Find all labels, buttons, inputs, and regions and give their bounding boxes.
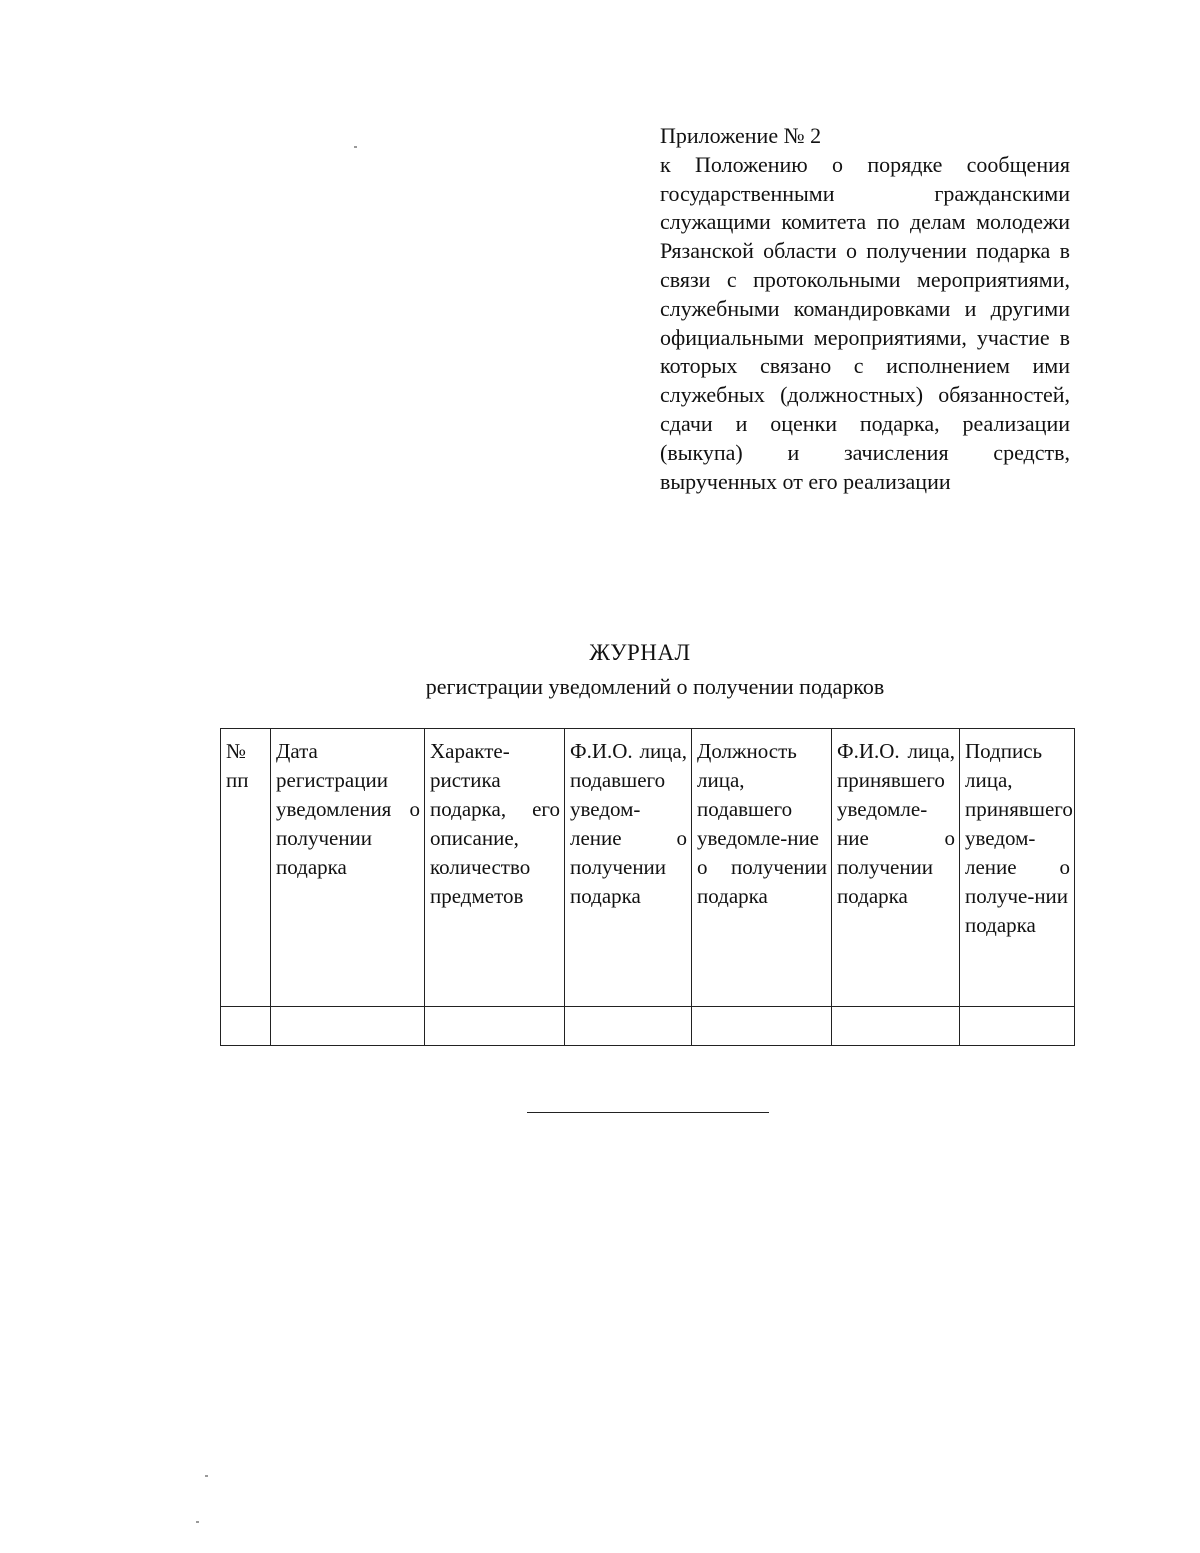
table-cell bbox=[832, 1007, 960, 1046]
appendix-body: к Положению о порядке сообщения государственными гражданскими служащими комитета по делам молодежи Рязанской области о получении подарка в связи с протокольными мероприятиями, служебными командировками и другими официальными мероприятиями, участие в которых связано с исполнением ими служебных (должностных) обязанностей, сдачи и оценки подарка, реализации (выкупа) и зачисления средств, вырученных от его реализации bbox=[660, 151, 1070, 494]
table-header-row bbox=[221, 729, 1075, 1007]
register-table bbox=[220, 728, 1075, 1046]
table-cell bbox=[221, 1007, 271, 1046]
journal-subtitle: регистрации уведомлений о получении подарков bbox=[425, 674, 885, 699]
journal-title: ЖУРНАЛ bbox=[589, 640, 691, 665]
scan-speck bbox=[354, 146, 357, 148]
scan-speck bbox=[205, 1475, 208, 1477]
closing-rule bbox=[527, 1112, 769, 1113]
table-cell bbox=[425, 1007, 565, 1046]
table-cell bbox=[692, 1007, 832, 1046]
table-cell bbox=[271, 1007, 425, 1046]
appendix-title: Приложение № 2 bbox=[660, 123, 822, 148]
column-header-submitter-name: Ф.И.О. лица, подавшего уведом-ление о получении подарка bbox=[565, 729, 692, 1007]
table-row bbox=[221, 1007, 1075, 1046]
column-header-receiver-name: Ф.И.О. лица, принявшего уведомле-ние о получении подарка bbox=[832, 729, 960, 1007]
table-cell bbox=[565, 1007, 692, 1046]
column-header-receiver-signature: Подпись лица, принявшего уведом-ление о получе-нии подарка bbox=[960, 729, 1075, 1007]
scan-speck bbox=[196, 1521, 199, 1523]
table-cell bbox=[960, 1007, 1075, 1046]
appendix-block bbox=[660, 122, 1070, 496]
column-header-gift-description: Характе-ристика подарка, его описание, количество предметов bbox=[425, 729, 565, 1007]
column-header-number: № пп bbox=[221, 729, 271, 1007]
column-header-registration-date: Дата регистрации уведомления о получении подарка bbox=[271, 729, 425, 1007]
column-header-submitter-position: Должность лица, подавшего уведомле-ние о получении подарка bbox=[692, 729, 832, 1007]
